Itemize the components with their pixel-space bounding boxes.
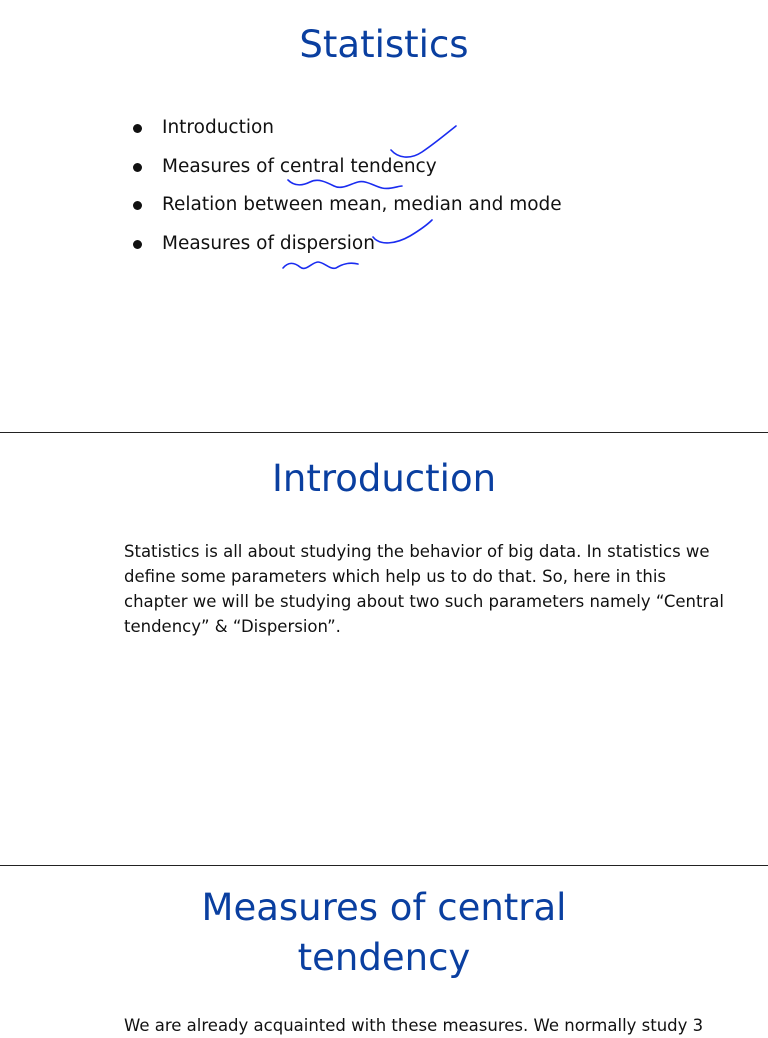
slide-title: Statistics (299, 23, 469, 66)
bullet-text: Measures of dispersion (162, 232, 375, 254)
bullet-dot-icon (133, 201, 142, 210)
bullet-list (133, 113, 562, 267)
bullet-dot-icon (133, 124, 142, 133)
bullet-dot-icon (133, 240, 142, 249)
bullet-text: Introduction (162, 117, 275, 138)
body-paragraph: Statistics is all about studying the behavior of big data. In statistics we define some parameters which help us to do that. So, here in this chapter we will be studying about two such parameters namely “Central tendency” & “Dispersion”. (124, 542, 724, 636)
body-paragraph: We are already acquainted with these measures. We normally study 3 (124, 1016, 704, 1035)
list-item (133, 190, 562, 229)
bullet-dot-icon (133, 163, 142, 172)
bullet-text: Relation between mean, median and mode (162, 194, 562, 215)
list-item (133, 152, 562, 191)
list-item (133, 113, 562, 152)
slide-statistics (0, 0, 768, 432)
list-item (133, 229, 562, 268)
slide-introduction (0, 433, 768, 865)
slide-measures-central-tendency (0, 866, 768, 1035)
slide-title: Introduction (271, 457, 497, 500)
bullet-text: Measures of central tendency (162, 155, 437, 177)
slide-title: Measures of central tendency (201, 886, 567, 979)
